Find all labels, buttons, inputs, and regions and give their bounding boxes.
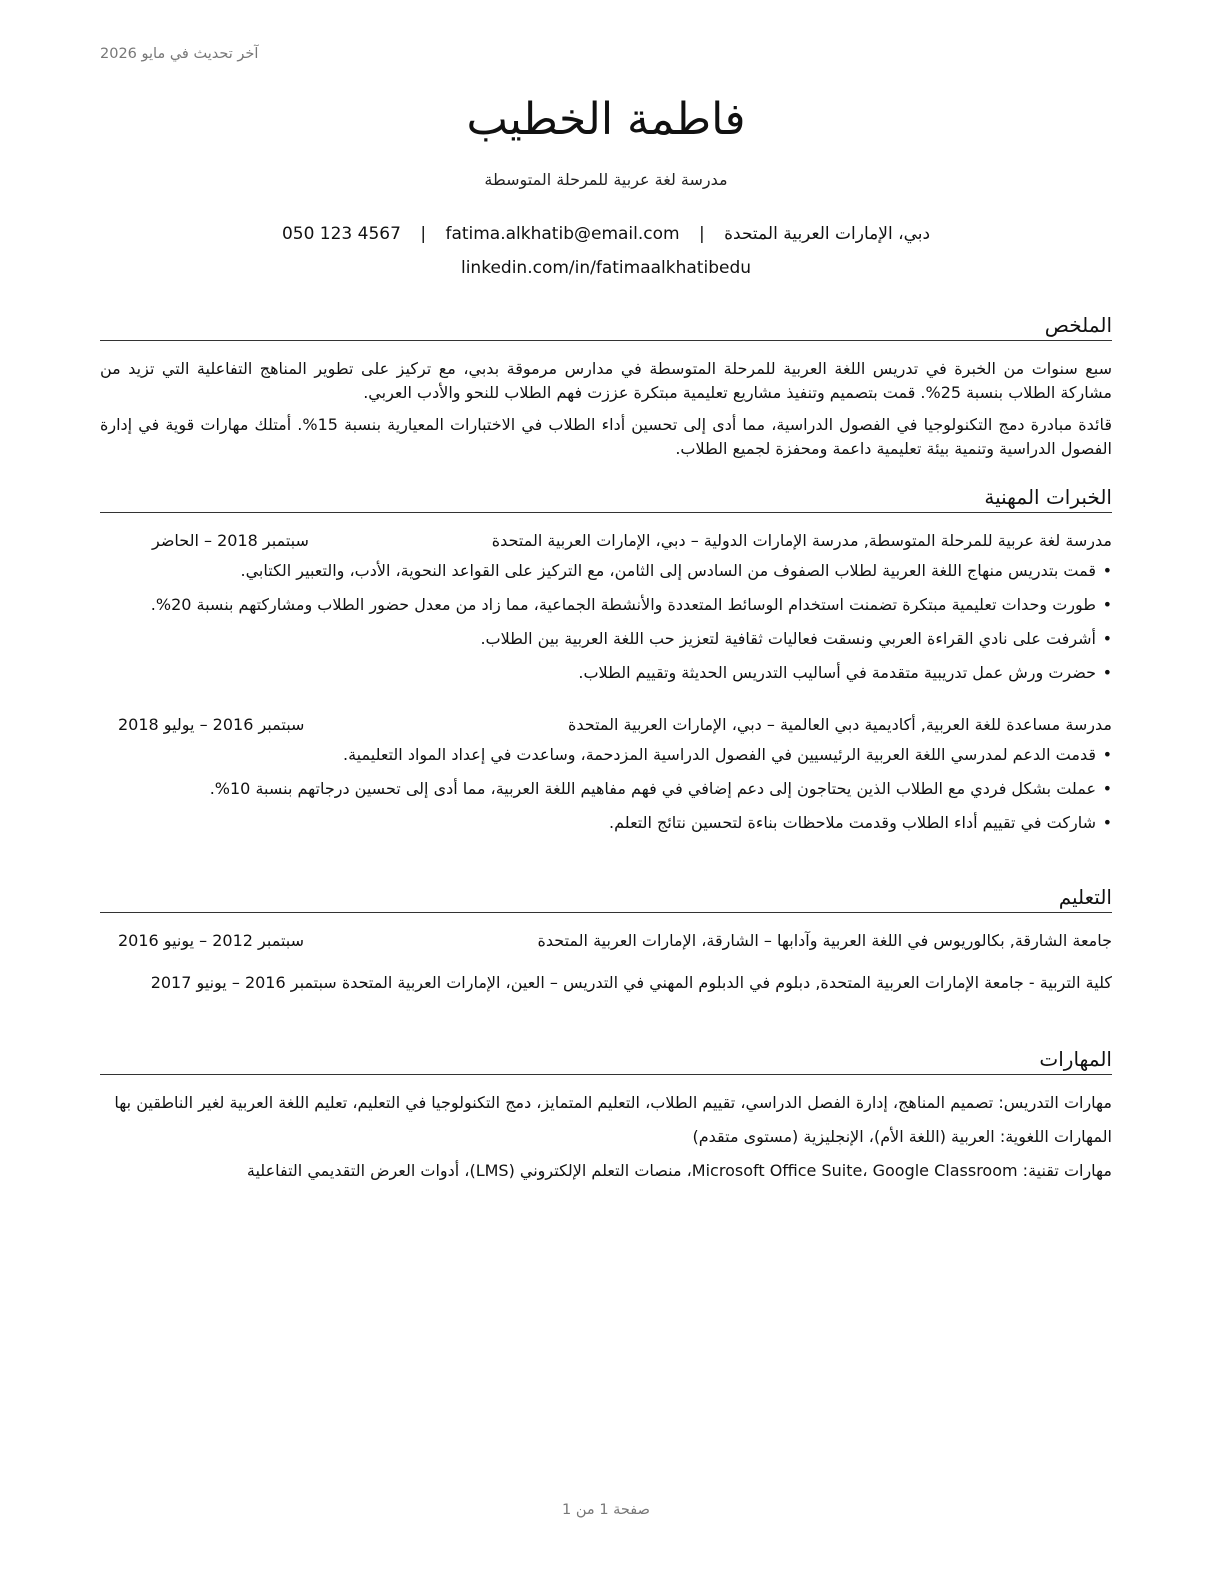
education-entry — [100, 971, 1112, 995]
summary-paragraph: سبع سنوات من الخبرة في تدريس اللغة العربية للمرحلة المتوسطة في مدارس مرموقة بدبي، مع تركيز على تطوير المناهج التفاعلية التي تزيد من مشاركة الطلاب بنسبة 25%. قمت بتصميم وتنفيذ مشاريع تعليمية مبتكرة عززت فهم الطلاب للنحو والأدب العربي. — [100, 359, 1112, 402]
section-heading-skills: المهارات — [100, 1046, 1112, 1075]
job-bullet: • عملت بشكل فردي مع الطلاب الذين يحتاجون إلى دعم إضافي في فهم مفاهيم اللغة العربية، مما أدى إلى تحسين درجاتهم بنسبة 10%. — [100, 777, 1112, 801]
summary-paragraph: قائدة مبادرة دمج التكنولوجيا في الفصول الدراسية، مما أدى إلى تحسين أداء الطلاب في الاختبارات المعيارية بنسبة 15%. أمتلك مهارات قوية في إدارة الفصول الدراسية وتنمية بيئة تعليمية داعمة ومحفزة لجميع الطلاب. — [100, 415, 1113, 458]
education-section — [100, 884, 1112, 995]
education-text: كلية التربية - جامعة الإمارات العربية المتحدة, دبلوم في الدبلوم المهني في التدريس – العين، الإمارات العربية المتحدة — [341, 973, 1112, 992]
job-dates: سبتمبر 2016 – يوليو 2018 — [118, 715, 305, 734]
job-role: مدرسة لغة عربية للمرحلة المتوسطة, مدرسة الإمارات الدولية – دبي، الإمارات العربية المتحدة — [491, 531, 1112, 550]
job-entry — [100, 529, 1112, 685]
education-entry — [100, 929, 1112, 953]
candidate-title: مدرسة لغة عربية للمرحلة المتوسطة — [484, 170, 728, 189]
job-bullet: • قمت بتدريس منهاج اللغة العربية لطلاب الصفوف من السادس إلى الثامن، مع التركيز على القواعد النحوية، الأدب، والتعبير الكتابي. — [100, 559, 1112, 583]
section-heading-experience: الخبرات المهنية — [100, 484, 1112, 513]
education-dates: سبتمبر 2016 – يونيو 2017 — [150, 973, 337, 992]
education-text: جامعة الشارقة, بكالوريوس في اللغة العربية وآدابها – الشارقة، الإمارات العربية المتحدة — [537, 931, 1112, 950]
job-bullet: • حضرت ورش عمل تدريبية متقدمة في أساليب التدريس الحديثة وتقييم الطلاب. — [100, 661, 1112, 685]
summary-section — [100, 312, 1112, 461]
job-dates: سبتمبر 2018 – الحاضر — [152, 531, 309, 550]
job-role: مدرسة مساعدة للغة العربية, أكاديمية دبي العالمية – دبي، الإمارات العربية المتحدة — [567, 715, 1112, 734]
email-link[interactable]: fatima.alkhatib@email.com — [445, 224, 680, 244]
section-heading-education: التعليم — [100, 884, 1112, 913]
skills-section — [100, 1046, 1112, 1183]
job-bullet: • طورت وحدات تعليمية مبتكرة تضمنت استخدام الوسائط المتعددة والأنشطة الجماعية، مما زاد من معدل حضور الطلاب ومشاركتهم بنسبة 20%. — [100, 593, 1112, 617]
linkedin-link[interactable]: linkedin.com/in/fatimaalkhatibedu — [460, 258, 752, 278]
job-entry — [100, 713, 1112, 835]
separator: | — [420, 224, 427, 244]
phone-text: 050 123 4567 — [281, 224, 401, 244]
location-text: دبي، الإمارات العربية المتحدة — [724, 224, 931, 244]
separator: | — [698, 224, 705, 244]
education-dates: سبتمبر 2012 – يونيو 2016 — [118, 931, 305, 950]
job-bullet: • أشرفت على نادي القراءة العربي ونسقت فعاليات ثقافية لتعزيز حب اللغة العربية بين الطلاب. — [100, 627, 1112, 651]
job-bullets — [100, 559, 1112, 685]
skills-line: المهارات اللغوية: العربية (اللغة الأم)، الإنجليزية (مستوى متقدم) — [692, 1127, 1112, 1146]
job-bullet: • قدمت الدعم لمدرسي اللغة العربية الرئيسيين في الفصول الدراسية المزدحمة، وساعدت في إعداد المواد التعليمية. — [100, 743, 1112, 767]
job-bullets — [100, 743, 1112, 835]
candidate-name: فاطمة الخطيب — [466, 94, 746, 145]
job-bullet: • شاركت في تقييم أداء الطلاب وقدمت ملاحظات بناءة لتحسين نتائج التعلم. — [100, 811, 1112, 835]
skills-line: مهارات التدريس: تصميم المناهج، إدارة الفصل الدراسي، تقييم الطلاب، التعليم المتمايز، دمج التكنولوجيا في التعليم، تعليم اللغة العربية لغير الناطقين بها — [114, 1093, 1112, 1112]
skills-line: مهارات تقنية: Microsoft Office Suite، Google Classroom، منصات التعلم الإلكتروني (LMS)، أدوات العرض التقديمي التفاعلية — [246, 1161, 1112, 1180]
section-heading-summary: الملخص — [100, 312, 1112, 341]
page-number: صفحة 1 من 1 — [562, 1502, 650, 1518]
resume-page — [100, 0, 1112, 1584]
experience-section — [100, 484, 1112, 835]
last-updated-note: آخر تحديث في مايو 2026 — [100, 46, 259, 62]
contact-line — [100, 224, 1112, 244]
